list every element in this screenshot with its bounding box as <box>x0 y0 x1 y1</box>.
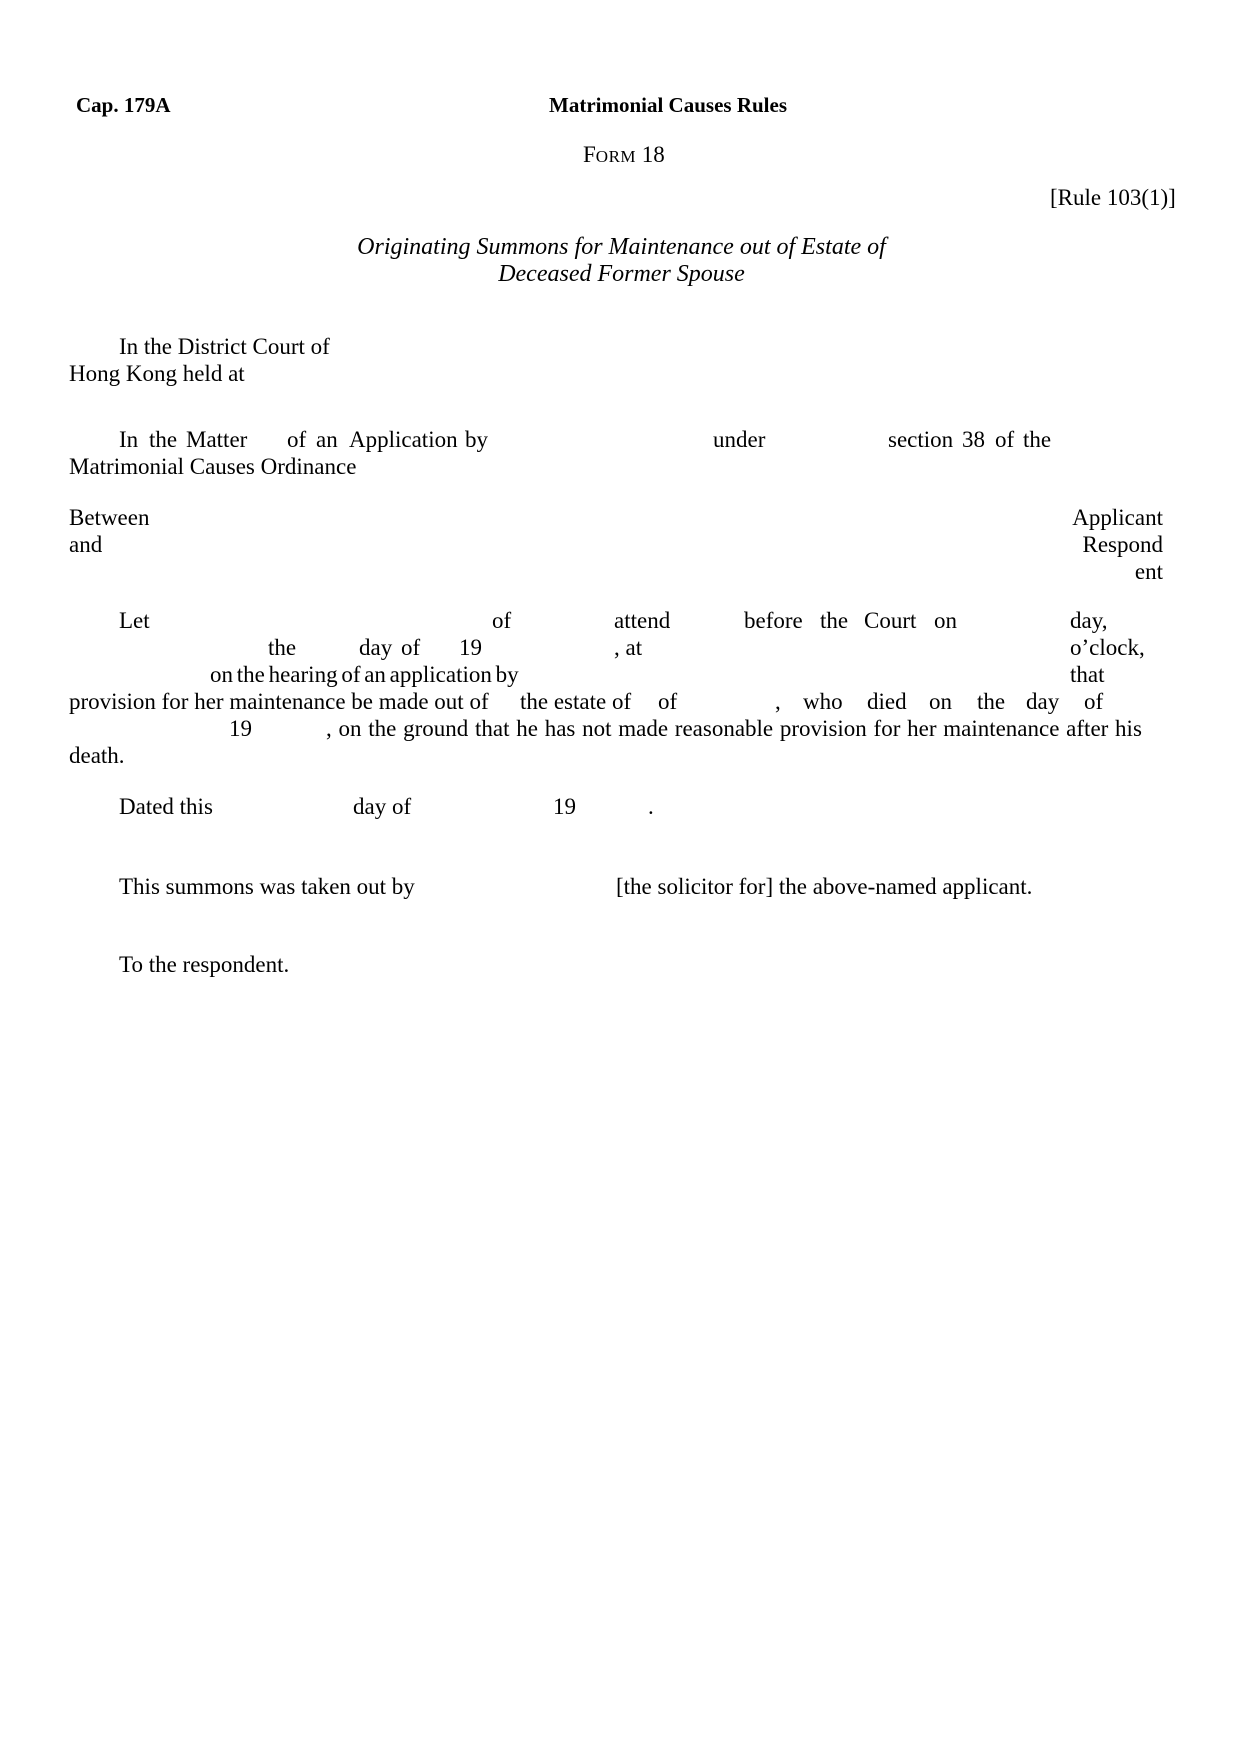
applicant-label: Applicant <box>1072 505 1163 530</box>
summons-l4-the: the <box>977 689 1006 714</box>
summons-of: of <box>492 608 512 633</box>
respondent-label-part1: Respond <box>1082 532 1163 557</box>
summons-the: the <box>820 608 849 633</box>
form-label <box>583 141 665 170</box>
summons-l2-of: of <box>401 635 421 660</box>
summons-l2-at: , at <box>614 635 643 660</box>
chapter-number: Cap. 179A <box>76 93 171 117</box>
matter-line2: Matrimonial Causes Ordinance <box>69 454 357 479</box>
taken-out-text: [the solicitor for] the above-named applicant. <box>616 874 1033 899</box>
summons-l4-of: of <box>658 689 678 714</box>
between-label: Between <box>69 505 150 530</box>
summons-l2-day: day <box>359 635 393 660</box>
matter-w8: under <box>713 427 766 452</box>
summons-before: before <box>744 608 803 633</box>
summons-l4-comma: , <box>775 689 781 714</box>
and-label: and <box>69 532 103 557</box>
matter-w3: Matter <box>186 427 248 452</box>
summons-court: Court <box>864 608 917 633</box>
document-title: Matrimonial Causes Rules <box>549 93 787 117</box>
matter-w2: the <box>149 427 178 452</box>
summons-day: day, <box>1070 608 1108 633</box>
dated-year: 19 <box>553 794 576 819</box>
summons-let: Let <box>119 608 150 633</box>
form-label-initial: F <box>583 142 596 167</box>
summons-l5-text: , on the ground that he has not made reasonable provision for her maintenance after his <box>326 716 1142 741</box>
summons-l5-year: 19 <box>229 716 252 741</box>
summons-l2-oclock: o’clock, <box>1070 635 1145 660</box>
summons-l4-day: day <box>1026 689 1060 714</box>
summons-l2-the: the <box>268 635 297 660</box>
matter-w1: In <box>119 427 139 452</box>
summons-on: on <box>934 608 957 633</box>
form-heading-line1: Originating Summons for Maintenance out of Estate of <box>357 234 886 260</box>
taken-out-label: This summons was taken out by <box>119 874 415 899</box>
summons-l4-estate: the estate of <box>520 689 632 714</box>
rule-reference: [Rule 103(1)] <box>1050 185 1176 210</box>
matter-w11: of <box>995 427 1015 452</box>
matter-w4: of <box>287 427 307 452</box>
matter-w9: section <box>888 427 954 452</box>
to-respondent: To the respondent. <box>119 952 290 977</box>
matter-w5: an <box>316 427 338 452</box>
dated-day-of: day of <box>353 794 412 819</box>
summons-attend: attend <box>614 608 671 633</box>
court-line1: In the District Court of <box>119 334 330 359</box>
respondent-label-part2: ent <box>1134 559 1163 584</box>
form-label-rest: ORM <box>595 147 637 166</box>
form-number: 18 <box>641 142 665 167</box>
matter-w12: the <box>1023 427 1052 452</box>
court-line2: Hong Kong held at <box>69 361 245 386</box>
summons-l3-text: on the hearing of an application by <box>210 662 519 687</box>
form-heading-line2: Deceased Former Spouse <box>498 261 745 287</box>
summons-l4-died: died <box>867 689 907 714</box>
summons-l4-who: who <box>803 689 843 714</box>
summons-l4-provision: provision for her maintenance be made out of <box>69 689 489 714</box>
dated-period: . <box>648 794 654 819</box>
matter-w10: 38 <box>962 427 985 452</box>
matter-w6: Application <box>349 427 458 452</box>
summons-l2-year: 19 <box>459 635 482 660</box>
matter-w7: by <box>465 427 488 452</box>
summons-l4-on: on <box>929 689 952 714</box>
dated-label: Dated this <box>119 794 213 819</box>
summons-l6: death. <box>69 743 125 768</box>
summons-l4-of2: of <box>1084 689 1104 714</box>
summons-l3-that: that <box>1070 662 1105 687</box>
